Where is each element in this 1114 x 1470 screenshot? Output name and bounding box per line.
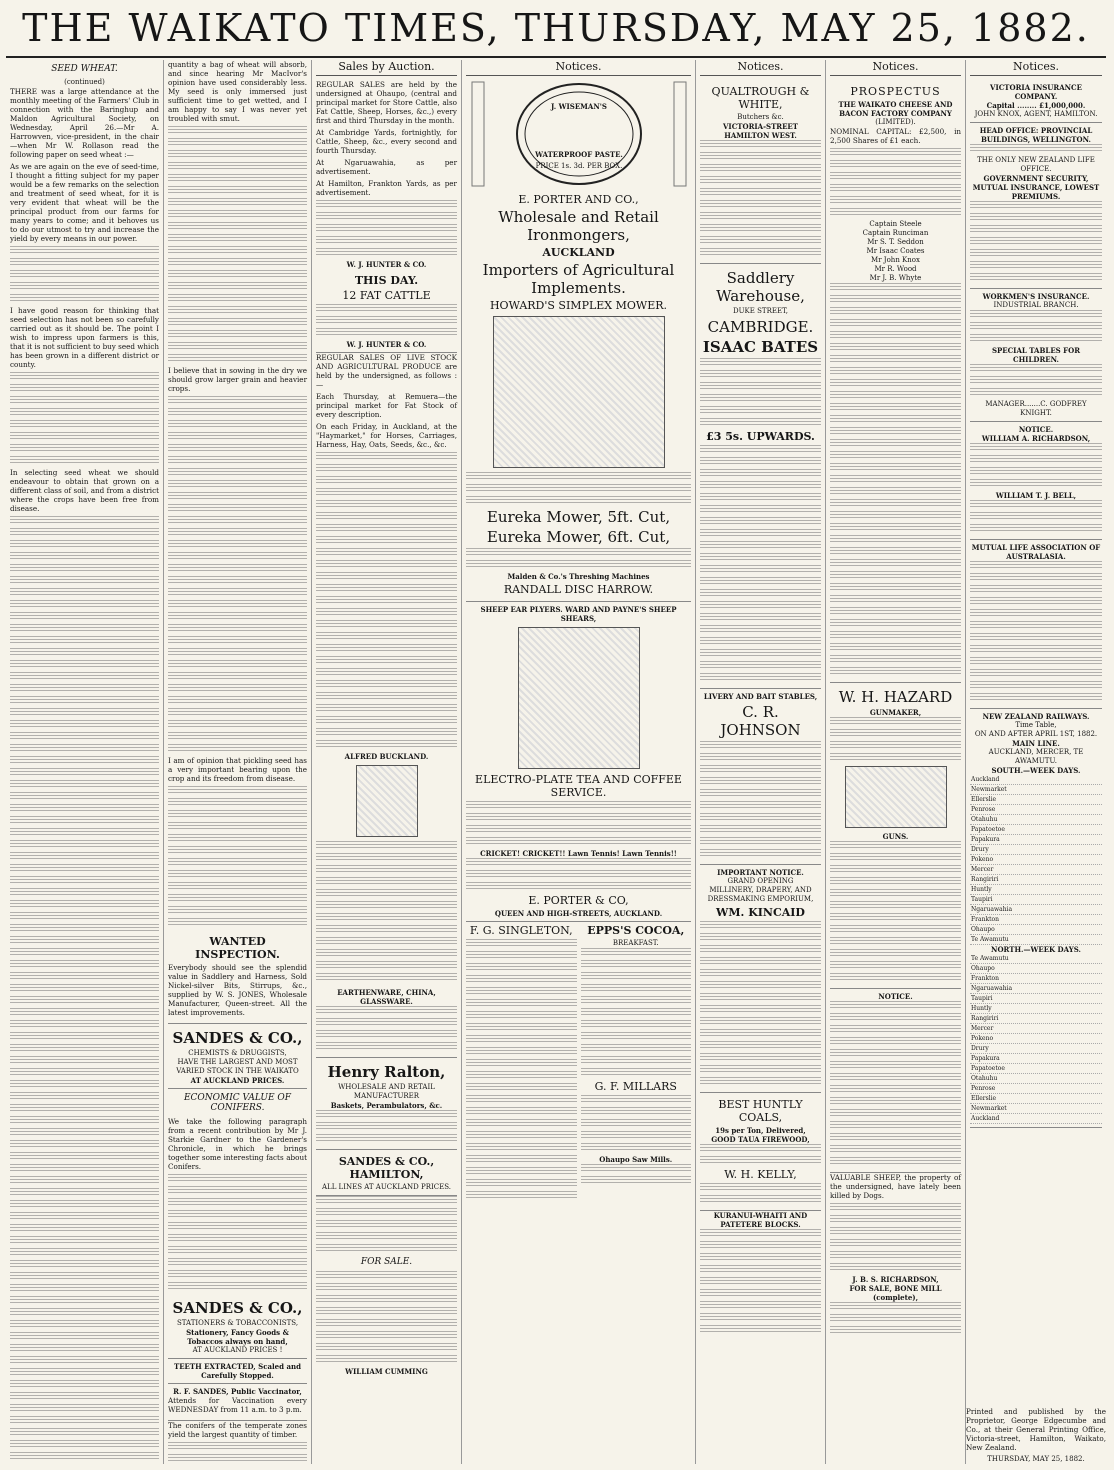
ad-text: HAVE THE LARGEST AND MOST VARIED STOCK IN THE WAIKATO <box>176 1058 299 1075</box>
station-name: Huntly <box>970 1004 1102 1014</box>
ad-hazard <box>830 683 961 989</box>
ad-text: VICTORIA-STREET HAMILTON WEST. <box>723 122 798 140</box>
ad-text: ON AND AFTER APRIL 1ST, 1882. <box>974 730 1098 738</box>
auctioneer-signature: WILLIAM CUMMING <box>345 1367 428 1376</box>
ad-teeth <box>168 1359 307 1384</box>
ad-text: VALUABLE SHEEP, the property of the undersigned, have lately been killed by Dogs. <box>830 1173 961 1200</box>
ad-text: MANAGER.......C. GODFREY KNIGHT. <box>985 400 1087 417</box>
timetable-row <box>970 785 1102 795</box>
ad-kincaid <box>700 865 821 1093</box>
timetable-row <box>970 974 1102 984</box>
masthead-rule <box>6 56 1106 58</box>
ad-text: MAIN LINE. <box>1012 739 1060 748</box>
timetable-row <box>970 895 1102 905</box>
ad-subheading: GRAND OPENING <box>727 877 794 885</box>
ad-epps <box>581 922 692 1203</box>
ad-text: REGULAR SALES OF LIVE STOCK AND AGRICULTURAL PRODUCE are held by the undersigned, as follows :— <box>316 353 457 389</box>
article-paragraph: quantity a bag of wheat will absorb, and since hearing Mr MacIvor's opinion have used considerably less. My seed is only immersed just sufficient time to get wetted, and I am happy to say I was never yet troubled with smut. <box>168 60 307 123</box>
ad-signature: J. B. S. RICHARDSON, <box>852 1275 939 1284</box>
director-name: Mr R. Wood <box>874 265 917 273</box>
column-header: Notices. <box>700 60 821 76</box>
station-name: Papatoetoe <box>970 825 1102 835</box>
station-name: Papatoetoe <box>970 1064 1102 1074</box>
ad-text: GOOD TAUA FIREWOOD, <box>711 1135 810 1144</box>
ad-text: GUNS. <box>882 832 909 841</box>
ad-heading: IMPORTANT NOTICE. <box>717 868 804 877</box>
ad-workmens-insurance <box>970 289 1102 422</box>
timetable-row <box>970 954 1102 964</box>
ad-subheading: STATIONERS & TOBACCONISTS, <box>176 1319 299 1327</box>
timetable-heading: NORTH.—WEEK DAYS. <box>991 945 1081 954</box>
ad-subheading: Capital ........ £1,000,000. <box>986 101 1086 110</box>
ad-wanted-inspection <box>168 930 307 1024</box>
ad-row <box>466 922 691 1203</box>
auctioneer-signature: ALFRED BUCKLAND. <box>344 752 429 761</box>
station-name: Ellerslie <box>970 1094 1102 1104</box>
ad-this-day <box>316 269 457 353</box>
ad-text: RANDALL DISC HARROW. <box>503 583 654 596</box>
article-heading: SEED WHEAT. <box>51 64 118 74</box>
station-name: Newmarket <box>970 785 1102 795</box>
ad-subheading: CHEMISTS & DRUGGISTS, <box>188 1049 287 1057</box>
timetable-row <box>970 984 1102 994</box>
station-name: Te Awamutu <box>970 935 1102 945</box>
ad-text: At Hamilton, Frankton Yards, as per advertisement. <box>316 179 457 197</box>
ad-heading: EPPS'S COCOA, <box>587 924 685 937</box>
timetable-row <box>970 865 1102 875</box>
ad-heading: SHEEP EAR PLYERS. WARD AND PAYNE'S SHEEP SHEARS, <box>480 605 677 623</box>
timetable-row <box>970 1034 1102 1044</box>
ad-heading: BEST HUNTLY COALS, <box>718 1098 803 1124</box>
ad-text: Eureka Mower, 6ft. Cut, <box>486 528 671 546</box>
ad-heading: NOTICE. <box>1018 425 1054 434</box>
ad-text: NOMINAL CAPITAL: £2,500, in 2,500 Shares of £1 each. <box>830 127 961 145</box>
ad-victoria-insurance <box>970 80 1102 123</box>
timetable-row <box>970 1014 1102 1024</box>
ad-subheading: Time Table, <box>1015 721 1057 729</box>
column-4 <box>462 60 696 1464</box>
column-6 <box>826 60 966 1464</box>
ad-subheading: Butchers &c. <box>737 113 784 121</box>
ad-text: AT AUCKLAND PRICES ! <box>192 1346 283 1354</box>
ad-text: £3 5s. UPWARDS. <box>706 430 815 443</box>
ad-heading: WANTED INSPECTION. <box>195 935 280 961</box>
station-name: Auckland <box>970 775 1102 785</box>
station-name: Rangiriri <box>970 1014 1102 1024</box>
ad-text: PRICE 1s. 3d. PER BOX. <box>535 162 623 170</box>
timetable-row <box>970 925 1102 935</box>
timetable-row <box>970 1004 1102 1014</box>
ad-heading: THIS DAY. <box>354 274 419 287</box>
station-name: Frankton <box>970 974 1102 984</box>
ad-vaccinator <box>168 1384 307 1421</box>
timetable-north <box>970 954 1102 1124</box>
timetable-row <box>970 875 1102 885</box>
director-name: Mr J. B. Whyte <box>869 274 922 282</box>
ad-sandes-stationers <box>168 1294 307 1359</box>
ad-text: At Cambridge Yards, fortnightly, for Cattle, Sheep, &c., every second and fourth Thursday. <box>316 128 457 155</box>
ad-heading: R. F. SANDES, Public Vaccinator, <box>173 1387 302 1396</box>
station-name: Drury <box>970 845 1102 855</box>
station-name: Penrose <box>970 805 1102 815</box>
wiseman-ad <box>466 80 691 188</box>
ad-text: (LIMITED). <box>875 118 916 126</box>
station-name: Ohaupo <box>970 964 1102 974</box>
timetable-row <box>970 805 1102 815</box>
gun-illustration <box>845 766 947 828</box>
ad-subheading: 12 FAT CATTLE <box>342 289 431 302</box>
column-header: Sales by Auction. <box>316 60 457 76</box>
station-name: Pokeno <box>970 855 1102 865</box>
ad-text: WM. KINCAID <box>716 906 805 919</box>
ad-text: REGULAR SALES are held by the undersigned at Ohaupo, (central and principal market for Store Cattle, also Fat Cattle, Sheep, Horses, &c.,) every first and third Thursday in the month. <box>316 80 457 125</box>
ad-subheading: 19s per Ton, Delivered, <box>715 1126 806 1135</box>
ad-text: On each Friday, in Auckland, at the "Haymarket," for Horses, Carriages, Harness, Hay, Oats, Seeds, &c., &c. <box>316 422 457 449</box>
timetable-row <box>970 1054 1102 1064</box>
article-paragraph: In selecting seed wheat we should endeavour to obtain that grown on a different class of soil, and from a district where the crops have been free from disease. <box>10 468 159 513</box>
column-7 <box>966 60 1106 1464</box>
ad-heading: ELECTRO-PLATE TEA AND COFFEE SERVICE. <box>475 773 682 799</box>
newspaper-title: THE WAIKATO TIMES, THURSDAY, MAY 25, 1882. <box>22 6 1090 50</box>
timetable-row <box>970 1104 1102 1114</box>
ad-mutual-life <box>970 540 1102 709</box>
ad-heading: SANDES & CO., <box>172 1299 303 1317</box>
auctioneer-signature: W. J. HUNTER & CO. <box>346 340 427 349</box>
ad-sandes-hamilton <box>316 1150 457 1196</box>
ad-text: ISAAC BATES <box>702 338 819 356</box>
article-paragraph: THERE was a large attendance at the monthly meeting of the Farmers' Club in connection with the Baringhup and Maldon Agricultural Society, on Wednesday, April 26.—Mr A. Harrowven, vice-president, in the chair—when Mr W. Rollason read the following paper on seed wheat :— <box>10 87 159 159</box>
ad-heading: Saddlery Warehouse, <box>716 269 805 305</box>
waterproof-paste-badge-icon <box>466 80 692 188</box>
ad-subheading: GUNMAKER, <box>869 708 922 717</box>
ad-text: QUEEN AND HIGH-STREETS, AUCKLAND. <box>494 909 663 918</box>
station-name: Newmarket <box>970 1104 1102 1114</box>
timetable-row <box>970 1044 1102 1054</box>
ad-sandes-chemists <box>168 1024 307 1089</box>
timetable-row <box>970 964 1102 974</box>
station-name: Taupiri <box>970 895 1102 905</box>
station-name: Auckland <box>970 1114 1102 1124</box>
ad-heading: G. F. MILLARS <box>594 1080 677 1093</box>
station-name: Drury <box>970 1044 1102 1054</box>
station-name: Otahuhu <box>970 1074 1102 1084</box>
station-name: Papakura <box>970 1054 1102 1064</box>
ad-heading: E. PORTER & CO, <box>528 894 629 907</box>
ad-text: Stationery, Fancy Goods & Tobaccos always on hand, <box>186 1328 289 1346</box>
ad-text: AUCKLAND <box>542 246 615 259</box>
ad-heading: SANDES & CO., HAMILTON, <box>338 1155 435 1181</box>
ad-subheading: DUKE STREET, <box>733 307 788 315</box>
ad-heading: FOR SALE. <box>360 1257 413 1267</box>
ad-text: Ohaupo Saw Mills. <box>599 1155 673 1164</box>
timetable-row <box>970 1064 1102 1074</box>
timetable-row <box>970 994 1102 1004</box>
director-name: Mr S. T. Seddon <box>867 238 924 246</box>
ad-text: Each Thursday, at Remuera—the principal market for Fat Stock of every description. <box>316 392 457 419</box>
ad-text: THE ONLY NEW ZEALAND LIFE OFFICE. <box>977 156 1095 173</box>
ad-heading: FOR SALE, BONE MILL (complete), <box>849 1284 942 1302</box>
timetable-row <box>970 855 1102 865</box>
ad-text: JOHN KNOX, AGENT, HAMILTON. <box>974 110 1098 118</box>
ad-subheading: WHOLESALE AND RETAIL MANUFACTURER <box>338 1083 435 1100</box>
article-subheading: (continued) <box>64 78 105 86</box>
imprint-text: Printed and published by the Proprietor, George Edgecumbe and Co., at their General Printing Office, Victoria-street, Hamilton, Waikato, New Zealand. <box>966 1407 1106 1452</box>
station-name: Pokeno <box>970 1034 1102 1044</box>
ad-heading: NEW ZEALAND RAILWAYS. <box>982 712 1090 721</box>
timetable-row <box>970 885 1102 895</box>
article-paragraph: I am of opinion that pickling seed has a very important bearing upon the crop and its freedom from disease. <box>168 756 307 783</box>
timetable-row <box>970 915 1102 925</box>
timetable-row <box>970 825 1102 835</box>
ad-heading: EARTHENWARE, CHINA, GLASSWARE. <box>337 988 436 1006</box>
ad-cheese-company <box>830 80 961 683</box>
article-paragraph: The conifers of the temperate zones yield the largest quantity of timber. <box>168 1421 307 1439</box>
ad-heading: VICTORIA INSURANCE COMPANY. <box>990 83 1082 101</box>
ad-heading: Henry Ralton, <box>327 1063 446 1081</box>
ad-coal <box>700 1093 821 1211</box>
ad-text: Eureka Mower, 5ft. Cut, <box>486 508 671 526</box>
timetable-south <box>970 775 1102 945</box>
ad-heading: WORKMEN'S INSURANCE. <box>982 292 1090 301</box>
article-heading: ECONOMIC VALUE OF CONIFERS. <box>183 1093 292 1113</box>
saddle-illustration <box>356 765 418 837</box>
ad-qualtrough <box>700 80 821 264</box>
ad-text: HOWARD'S SIMPLEX MOWER. <box>489 299 668 312</box>
ad-text: AUCKLAND, MERCER, TE AWAMUTU. <box>988 748 1084 765</box>
mower-illustration <box>493 316 665 468</box>
ad-subheading: Wholesale and Retail Ironmongers, <box>498 208 659 244</box>
ad-heading: W. H. HAZARD <box>838 688 953 706</box>
station-name: Rangiriri <box>970 875 1102 885</box>
station-name: Taupiri <box>970 994 1102 1004</box>
ad-text: TEETH EXTRACTED, Scaled and Carefully Stopped. <box>174 1362 301 1380</box>
imprint <box>966 1407 1106 1464</box>
timetable-row <box>970 905 1102 915</box>
director-name: Captain Steele <box>869 220 922 228</box>
timetable-row <box>970 835 1102 845</box>
director-name: Mr John Knox <box>871 256 920 264</box>
timetable-row <box>970 1074 1102 1084</box>
ad-text: Importers of Agricultural Implements. <box>482 261 675 297</box>
ad-heading: QUALTROUGH & WHITE, <box>711 85 810 111</box>
timetable-row <box>970 1024 1102 1034</box>
column-3 <box>312 60 462 1464</box>
station-name: Ellerslie <box>970 795 1102 805</box>
ad-government-insurance <box>970 123 1102 289</box>
ad-text: SPECIAL TABLES FOR CHILDREN. <box>991 346 1081 364</box>
ad-livery <box>700 689 821 865</box>
ad-richardson <box>970 422 1102 540</box>
station-name: Mercer <box>970 865 1102 875</box>
ad-text: At Ngaruawahia, as per advertisement. <box>316 158 457 176</box>
ad-heading: SANDES & CO., <box>172 1029 303 1047</box>
ad-earthenware <box>316 985 457 1058</box>
ad-notice <box>830 989 961 1173</box>
ad-text: Baskets, Perambulators, &c. <box>330 1101 443 1110</box>
ad-saddlery <box>700 264 821 689</box>
station-name: Huntly <box>970 885 1102 895</box>
director-name: Mr Isaac Coates <box>866 247 925 255</box>
ad-text: CRICKET! CRICKET!! Lawn Tennis! Lawn Tennis!! <box>480 849 677 858</box>
ad-porter <box>466 188 691 602</box>
ad-text: W. H. KELLY, <box>724 1168 797 1181</box>
station-name: Mercer <box>970 1024 1102 1034</box>
station-name: Te Awamutu <box>970 954 1102 964</box>
article-paragraph: As we are again on the eve of seed-time, I thought a fitting subject for my paper would be a few remarks on the selection and treatment of seed wheat, for it is very evident that wheat will be the principal product from our farms for many years to come; and it behoves us to do our utmost to try and increase the yield by every means in our power. <box>10 162 159 243</box>
timetable-heading: SOUTH.—WEEK DAYS. <box>991 766 1081 775</box>
timetable-row <box>970 815 1102 825</box>
ad-heading: E. PORTER AND CO., <box>518 193 639 206</box>
timetable-row <box>970 775 1102 785</box>
station-name: Ohaupo <box>970 925 1102 935</box>
imprint-date: THURSDAY, MAY 25, 1882. <box>987 1455 1085 1463</box>
ad-heading: HEAD OFFICE: PROVINCIAL BUILDINGS, WELLINGTON. <box>979 126 1093 144</box>
masthead <box>6 6 1106 60</box>
ad-heading: KURANUI-WHAITI AND PATETERE BLOCKS. <box>713 1211 808 1229</box>
railway-timetable <box>970 709 1102 1128</box>
article-paragraph: I believe that in sowing in the dry we should grow larger grain and heavier crops. <box>168 366 307 393</box>
station-name: Penrose <box>970 1084 1102 1094</box>
ad-subheading: BREAKFAST. <box>612 939 659 947</box>
ad-heading: MUTUAL LIFE ASSOCIATION OF AUSTRALASIA. <box>971 543 1101 561</box>
station-name: Frankton <box>970 915 1102 925</box>
column-1 <box>6 60 164 1464</box>
timetable-row <box>970 795 1102 805</box>
ad-text: AT AUCKLAND PRICES. <box>190 1076 285 1085</box>
ad-heading: LIVERY AND BAIT STABLES, <box>703 692 818 701</box>
ad-text: Malden & Co.'s Threshing Machines <box>507 572 650 581</box>
ad-text: Everybody should see the splendid value in Saddlery and Harness, Sold Nickel-silver Bits, Stirrups, &c., supplied by W. S. JONES, Wholesale Manufacturer, Queen-street. All the latest improvements. <box>168 963 307 1017</box>
ad-text: ALL LINES AT AUCKLAND PRICES. <box>321 1183 451 1191</box>
auctioneer-signature: W. J. HUNTER & CO. <box>346 260 427 269</box>
timetable-row <box>970 935 1102 945</box>
column-header: Notices. <box>830 60 961 76</box>
timetable-row <box>970 1094 1102 1104</box>
station-name: Ngaruawahia <box>970 984 1102 994</box>
column-header: Notices. <box>970 60 1102 76</box>
director-name: Captain Runciman <box>862 229 929 237</box>
ad-subheading: C. R. JOHNSON <box>720 703 801 739</box>
ad-text: WILLIAM T. J. BELL, <box>995 491 1077 500</box>
page-columns <box>6 60 1106 1464</box>
ad-singleton <box>466 922 577 1203</box>
station-name: Ngaruawahia <box>970 905 1102 915</box>
article-paragraph: We take the following paragraph from a recent contribution by Mr J. Starkie Gardner to the Gardener's Chronicle, in which he brings together some interesting facts about Conifers. <box>168 1117 307 1171</box>
station-name: Otahuhu <box>970 815 1102 825</box>
ad-text: Attends for Vaccination every WEDNESDAY from 11 a.m. to 3 p.m. <box>168 1396 307 1414</box>
ad-heading: NOTICE. <box>878 992 913 1001</box>
ad-shears <box>466 602 691 922</box>
ad-text: MILLINERY, DRAPERY, AND DRESSMAKING EMPORIUM, <box>707 886 814 903</box>
ad-heading: PROSPECTUS <box>850 85 941 98</box>
ad-subheading: WATERPROOF PASTE. <box>535 150 623 159</box>
timetable-row <box>970 1084 1102 1094</box>
ad-heading: F. G. SINGLETON, <box>469 924 573 937</box>
tea-service-illustration <box>518 627 640 769</box>
column-2 <box>164 60 312 1464</box>
ad-text: CAMBRIDGE. <box>707 318 814 336</box>
ad-subheading: WILLIAM A. RICHARDSON, <box>981 434 1091 443</box>
timetable-row <box>970 845 1102 855</box>
ad-subheading: INDUSTRIAL BRANCH. <box>993 301 1079 309</box>
timetable-row <box>970 1114 1102 1124</box>
column-header: Notices. <box>466 60 691 76</box>
article-paragraph: I have good reason for thinking that seed selection has not been so carefully carried out as it should be. The point I wish to impress upon farmers is this, that it is not sufficient to buy seed which has been grown in a different district or county. <box>10 306 159 369</box>
ad-heading: J. WISEMAN'S <box>551 102 607 111</box>
ad-henry-ralton <box>316 1058 457 1150</box>
column-5 <box>696 60 826 1464</box>
ad-subheading: THE WAIKATO CHEESE AND BACON FACTORY COMPANY <box>838 100 953 118</box>
station-name: Papakura <box>970 835 1102 845</box>
ad-text: GOVERNMENT SECURITY, MUTUAL INSURANCE, LOWEST PREMIUMS. <box>972 174 1100 201</box>
